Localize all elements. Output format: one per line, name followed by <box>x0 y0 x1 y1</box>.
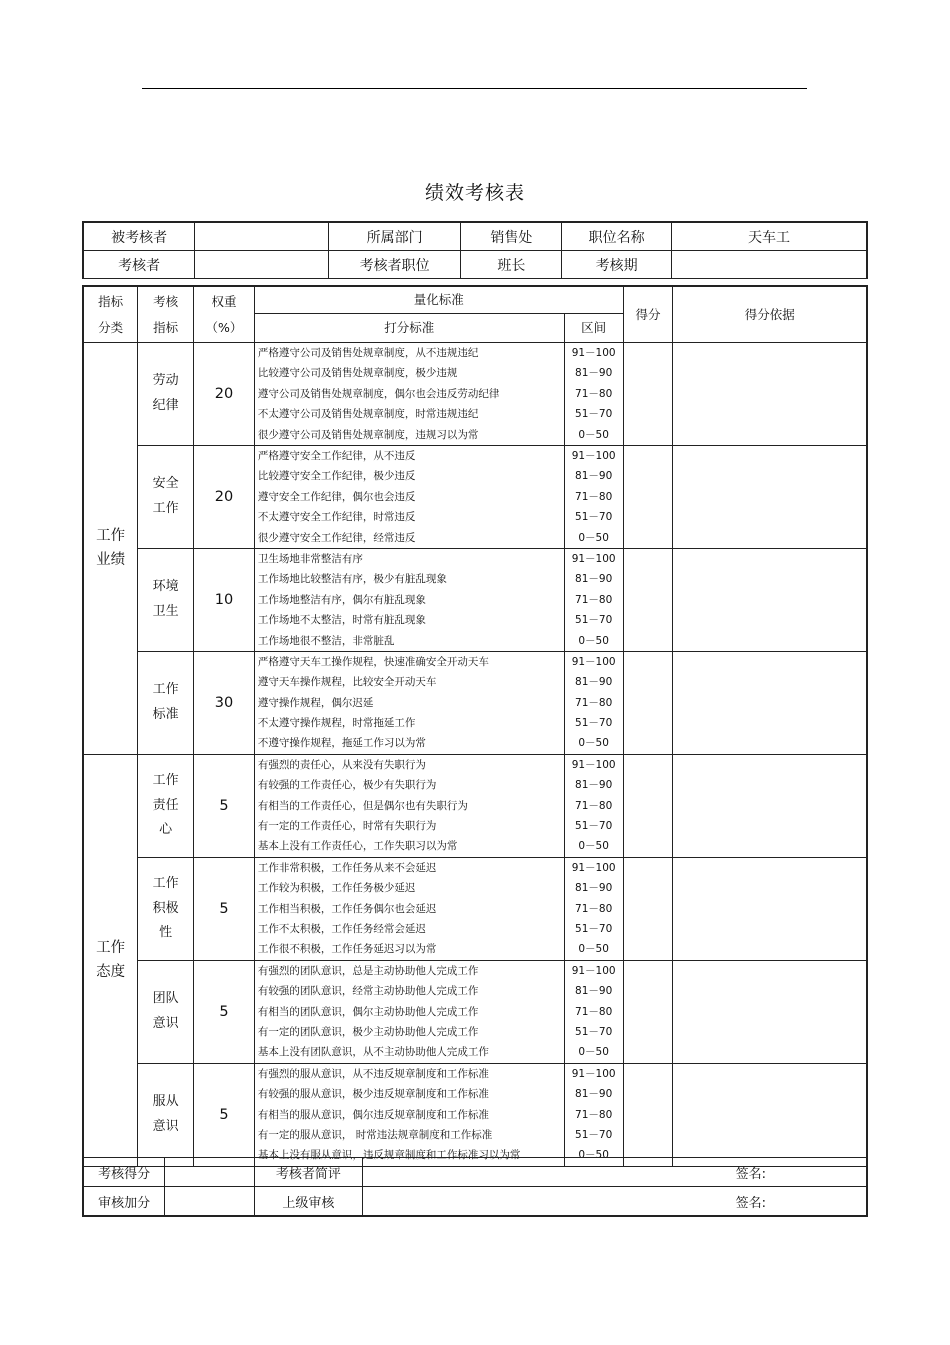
criteria-line: 有相当的服从意识，偶尔违反规章制度和工作标准 <box>257 1108 489 1121</box>
info-table <box>82 221 868 279</box>
criteria-line: 很少遵守安全工作纪律，经常违反 <box>257 531 416 544</box>
range-line: 51－70 <box>575 717 613 730</box>
weight-value: 10 <box>194 548 255 651</box>
range-line: 0－50 <box>578 943 609 956</box>
signature-label: 签名: <box>735 1195 766 1211</box>
criteria-cell <box>254 857 564 960</box>
range-line: 71－80 <box>575 696 613 709</box>
criteria-line: 有强烈的团队意识，总是主动协助他人完成工作 <box>257 964 479 977</box>
range-line: 91－100 <box>571 861 616 874</box>
criteria-line: 工作较为积极，工作任务极少延迟 <box>257 882 416 895</box>
criteria-line: 比较遵守公司及销售处规章制度，极少违规 <box>257 367 458 380</box>
indicator-row <box>83 857 867 960</box>
basis-input-cell[interactable] <box>673 651 867 754</box>
range-line: 91－100 <box>571 552 616 565</box>
header-rule <box>142 88 807 89</box>
comment-signature-field[interactable] <box>362 1158 867 1187</box>
indicator-row <box>83 1063 867 1166</box>
criteria-line: 工作很不积极，工作任务延迟习以为常 <box>257 943 437 956</box>
criteria-line: 有相当的团队意识，偶尔主动协助他人完成工作 <box>257 1005 479 1018</box>
quant-standard-header: 量化标准 <box>254 286 623 314</box>
basis-input-cell[interactable] <box>673 857 867 960</box>
criteria-line: 不遵守操作规程，拖延工作习以为常 <box>257 737 426 750</box>
weight-value: 5 <box>194 1063 255 1166</box>
score-input-cell[interactable] <box>623 548 673 651</box>
criteria-cell <box>254 343 564 446</box>
range-cell <box>564 343 623 446</box>
col-score-header: 得分 <box>623 286 673 343</box>
col-criteria-header: 打分标准 <box>254 314 564 343</box>
weight-value: 20 <box>194 445 255 548</box>
examiner-field[interactable] <box>195 251 329 279</box>
criteria-line: 有一定的服从意识， 时常违法规章制度和工作标准 <box>257 1128 493 1141</box>
comment-label: 考核者简评 <box>255 1158 363 1187</box>
range-cell <box>564 960 623 1063</box>
criteria-line: 工作场地不太整洁，时常有脏乱现象 <box>257 614 426 627</box>
criteria-line: 基本上没有团队意识，从不主动协助他人完成工作 <box>257 1046 489 1059</box>
range-line: 71－80 <box>575 387 613 400</box>
criteria-cell <box>254 1063 564 1166</box>
indicator-name: 服从 意识 <box>138 1063 194 1166</box>
basis-input-cell[interactable] <box>673 960 867 1063</box>
weight-value: 20 <box>194 343 255 446</box>
criteria-line: 遵守公司及销售处规章制度，偶尔也会违反劳动纪律 <box>257 387 500 400</box>
score-input-cell[interactable] <box>623 651 673 754</box>
position-value: 天车工 <box>671 222 867 251</box>
col-category-header: 指标 分类 <box>83 286 138 343</box>
range-cell <box>564 548 623 651</box>
indicator-name: 环境 卫生 <box>138 548 194 651</box>
dept-label: 所属部门 <box>328 222 461 251</box>
range-line: 91－100 <box>571 449 616 462</box>
review-signature-field[interactable] <box>362 1187 867 1217</box>
score-input-cell[interactable] <box>623 960 673 1063</box>
criteria-line: 严格遵守安全工作纪律，从不违反 <box>257 449 416 462</box>
indicator-name: 工作 责任 心 <box>138 754 194 857</box>
criteria-line: 遵守天车操作规程，比较安全开动天车 <box>257 676 437 689</box>
indicator-row <box>83 754 867 857</box>
criteria-line: 工作场地比较整洁有序，极少有脏乱现象 <box>257 573 447 586</box>
weight-value: 30 <box>194 651 255 754</box>
criteria-line: 比较遵守安全工作纪律，极少违反 <box>257 470 416 483</box>
examinee-field[interactable] <box>195 222 329 251</box>
range-line: 91－100 <box>571 758 616 771</box>
criteria-line: 工作不太积极，工作任务经常会延迟 <box>257 922 426 935</box>
criteria-cell <box>254 445 564 548</box>
criteria-line: 遵守操作规程，偶尔迟延 <box>257 696 374 709</box>
score-input-cell[interactable] <box>623 1063 673 1166</box>
criteria-line: 遵守安全工作纪律，偶尔也会违反 <box>257 490 416 503</box>
range-line: 51－70 <box>575 1128 613 1141</box>
range-line: 51－70 <box>575 922 613 935</box>
criteria-line: 严格遵守公司及销售处规章制度，从不违规违纪 <box>257 347 479 359</box>
range-line: 0－50 <box>578 737 609 750</box>
range-line: 71－80 <box>575 593 613 606</box>
col-weight-header: 权重 （%） <box>194 286 255 343</box>
range-line: 81－90 <box>575 779 613 792</box>
indicator-name: 团队 意识 <box>138 960 194 1063</box>
criteria-line: 工作相当积极，工作任务偶尔也会延迟 <box>257 902 437 915</box>
signature-label: 签名: <box>735 1166 766 1182</box>
criteria-line: 有强烈的服从意识，从不违反规章制度和工作标准 <box>257 1067 489 1080</box>
indicator-name: 工作 积极 性 <box>138 857 194 960</box>
range-line: 0－50 <box>578 428 609 441</box>
basis-input-cell[interactable] <box>673 1063 867 1166</box>
range-line: 0－50 <box>578 1046 609 1059</box>
range-line: 51－70 <box>575 408 613 421</box>
basis-input-cell[interactable] <box>673 548 867 651</box>
total-score-field[interactable] <box>165 1158 255 1187</box>
range-line: 0－50 <box>578 531 609 544</box>
criteria-line: 基本上没有服从意识，违反规章制度和工作标准习以为常 <box>257 1149 521 1162</box>
category-cell: 工作 业绩 <box>83 343 138 755</box>
range-cell <box>564 651 623 754</box>
weight-value: 5 <box>194 754 255 857</box>
basis-input-cell[interactable] <box>673 754 867 857</box>
dept-value: 销售处 <box>461 222 562 251</box>
col-basis-header: 得分依据 <box>673 286 867 343</box>
criteria-line: 有一定的工作责任心，时常有失职行为 <box>257 820 437 833</box>
range-line: 81－90 <box>575 470 613 483</box>
range-cell <box>564 445 623 548</box>
bonus-field[interactable] <box>165 1187 255 1217</box>
score-input-cell[interactable] <box>623 754 673 857</box>
examinee-label: 被考核者 <box>83 222 195 251</box>
examiner-position-value: 班长 <box>461 251 562 279</box>
period-field[interactable] <box>671 251 867 279</box>
range-cell <box>564 1063 623 1166</box>
range-cell <box>564 857 623 960</box>
indicator-name: 安全 工作 <box>138 445 194 548</box>
range-line: 71－80 <box>575 799 613 812</box>
indicator-name: 工作 标准 <box>138 651 194 754</box>
range-cell <box>564 754 623 857</box>
range-line: 81－90 <box>575 573 613 586</box>
assessment-table <box>82 285 868 1167</box>
criteria-cell <box>254 651 564 754</box>
review-label: 上级审核 <box>255 1187 363 1217</box>
criteria-line: 不太遵守安全工作纪律，时常违反 <box>257 511 416 524</box>
indicator-row <box>83 445 867 548</box>
total-score-label: 考核得分 <box>83 1158 165 1187</box>
weight-value: 5 <box>194 960 255 1063</box>
score-input-cell[interactable] <box>623 857 673 960</box>
examiner-label: 考核者 <box>83 251 195 279</box>
range-line: 81－90 <box>575 985 613 998</box>
range-line: 0－50 <box>578 634 609 647</box>
criteria-line: 很少遵守公司及销售处规章制度，违规习以为常 <box>257 428 479 441</box>
category-cell: 工作 态度 <box>83 754 138 1166</box>
range-line: 71－80 <box>575 490 613 503</box>
indicator-row <box>83 548 867 651</box>
criteria-cell <box>254 754 564 857</box>
bonus-label: 审核加分 <box>83 1187 165 1217</box>
range-line: 91－100 <box>571 655 616 668</box>
basis-input-cell[interactable] <box>673 445 867 548</box>
criteria-line: 工作场地整洁有序，偶尔有脏乱现象 <box>257 593 426 606</box>
range-line: 81－90 <box>575 676 613 689</box>
criteria-line: 有相当的工作责任心，但是偶尔也有失职行为 <box>257 799 468 812</box>
examiner-position-label: 考核者职位 <box>328 251 461 279</box>
weight-value: 5 <box>194 857 255 960</box>
criteria-line: 有较强的工作责任心，极少有失职行为 <box>257 779 437 792</box>
criteria-line: 卫生场地非常整洁有序 <box>257 552 363 565</box>
criteria-line: 工作场地很不整洁，非常脏乱 <box>257 634 395 647</box>
criteria-cell <box>254 548 564 651</box>
period-label: 考核期 <box>562 251 672 279</box>
range-line: 51－70 <box>575 614 613 627</box>
score-input-cell[interactable] <box>623 343 673 446</box>
criteria-cell <box>254 960 564 1063</box>
basis-input-cell[interactable] <box>673 343 867 446</box>
criteria-line: 有较强的团队意识，经常主动协助他人完成工作 <box>257 985 479 998</box>
criteria-line: 工作非常积极，工作任务从来不会延迟 <box>257 861 437 874</box>
range-line: 51－70 <box>575 1025 613 1038</box>
indicator-name: 劳动 纪律 <box>138 343 194 446</box>
range-line: 0－50 <box>578 840 609 853</box>
col-indicator-header: 考核 指标 <box>138 286 194 343</box>
criteria-line: 不太遵守公司及销售处规章制度，时常违规违纪 <box>257 408 479 421</box>
footer-table <box>82 1157 868 1217</box>
position-label: 职位名称 <box>562 222 672 251</box>
range-line: 71－80 <box>575 902 613 915</box>
indicator-row <box>83 343 867 446</box>
range-line: 81－90 <box>575 367 613 380</box>
range-line: 91－100 <box>571 1067 616 1080</box>
criteria-line: 严格遵守天车工操作规程，快速准确安全开动天车 <box>257 655 489 668</box>
criteria-line: 基本上没有工作责任心，工作失职习以为常 <box>257 840 458 853</box>
criteria-line: 有强烈的责任心，从来没有失职行为 <box>257 758 426 771</box>
criteria-line: 有较强的服从意识，极少违反规章制度和工作标准 <box>257 1088 489 1101</box>
criteria-line: 有一定的团队意识，极少主动协助他人完成工作 <box>257 1025 479 1038</box>
indicator-row <box>83 960 867 1063</box>
range-line: 91－100 <box>571 964 616 977</box>
indicator-row <box>83 651 867 754</box>
col-range-header: 区间 <box>564 314 623 343</box>
page-title: 绩效考核表 <box>424 182 525 204</box>
score-input-cell[interactable] <box>623 445 673 548</box>
range-line: 81－90 <box>575 882 613 895</box>
range-line: 0－50 <box>578 1149 609 1162</box>
range-line: 81－90 <box>575 1088 613 1101</box>
range-line: 91－100 <box>571 347 616 359</box>
criteria-line: 不太遵守操作规程，时常拖延工作 <box>257 717 416 730</box>
range-line: 51－70 <box>575 511 613 524</box>
range-line: 71－80 <box>575 1005 613 1018</box>
range-line: 51－70 <box>575 820 613 833</box>
range-line: 71－80 <box>575 1108 613 1121</box>
